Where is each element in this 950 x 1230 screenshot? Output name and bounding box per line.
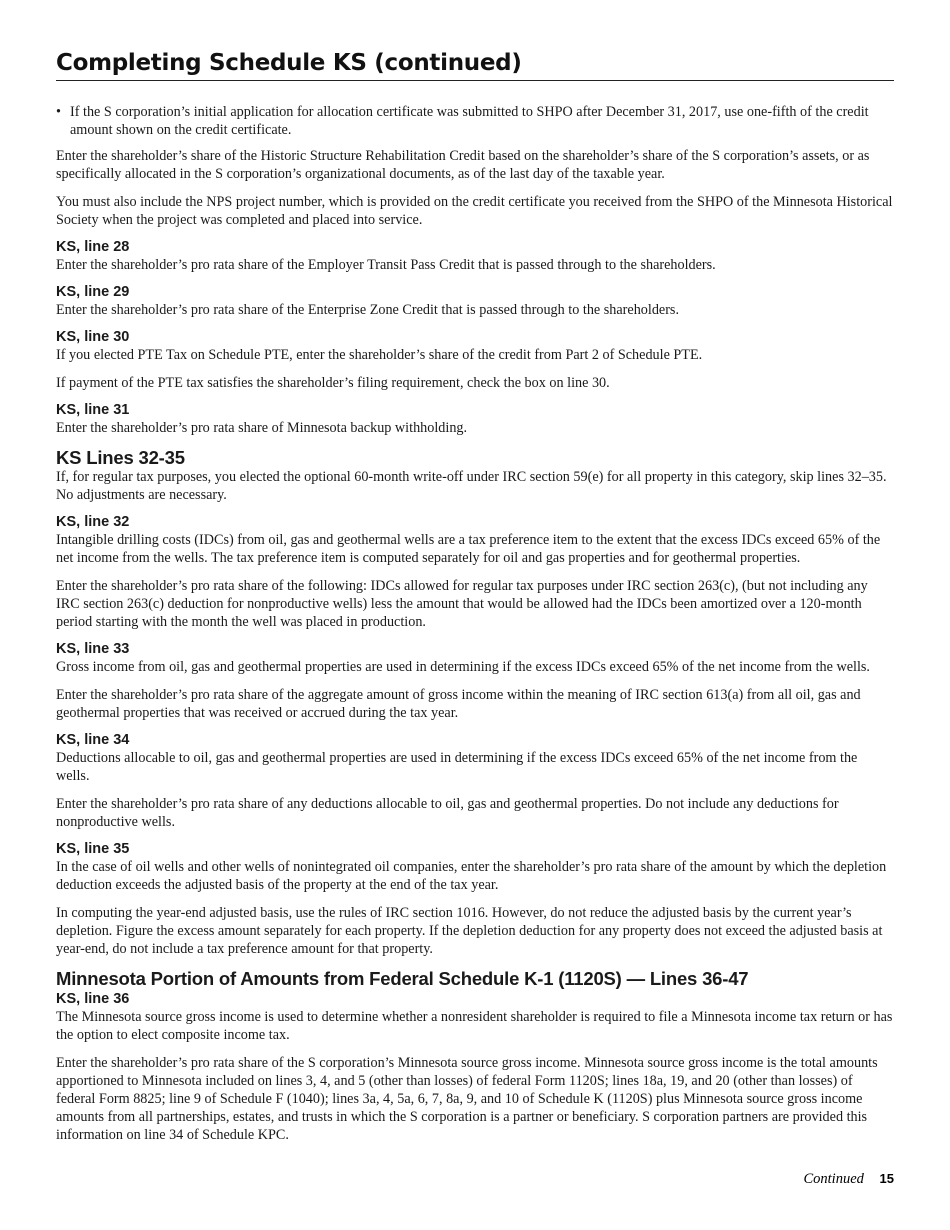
intro-paragraph: You must also include the NPS project number, which is provided on the credit certificate you received from the SHPO of the Minnesota Historical Society when the project was completed and placed into service. (56, 194, 893, 228)
line-heading: KS, line 32 (56, 514, 130, 530)
line-paragraph: The Minnesota source gross income is used to determine whether a nonresident shareholder is required to file a Minnesota income tax return or has the option to elect composite income tax. (56, 1009, 893, 1043)
line-heading: KS, line 31 (56, 402, 130, 418)
page-footer (803, 1171, 894, 1188)
line-paragraph: Deductions allocable to oil, gas and geothermal properties are used in determining if the excess IDCs exceed 65% of the net income from the wells. (56, 750, 858, 784)
bullet-item (56, 103, 894, 139)
line-paragraph: Enter the shareholder’s pro rata share of any deductions allocable to oil, gas and geothermal properties. Do not include any deductions for nonproductive wells. (56, 796, 839, 830)
page-title: Completing Schedule KS (continued) (56, 50, 894, 81)
intro-paragraph: Enter the shareholder’s share of the Historic Structure Rehabilitation Credit based on the shareholder’s share of the S corporation’s assets, or as specifically allocated in the S corporation’s organizational documents, as of the last day of the taxable year. (56, 148, 870, 182)
line-paragraph: Intangible drilling costs (IDCs) from oil, gas and geothermal wells are a tax preference item to the extent that the excess IDCs exceed 65% of the net income from the wells. The tax preference item is computed separately for oil and gas properties and for geothermal properties. (56, 532, 881, 566)
line-heading: KS, line 29 (56, 284, 130, 300)
line-paragraph: Enter the shareholder’s pro rata share of the following: IDCs allowed for regular tax purposes under IRC section 263(c), (but not including any IRC section 263(c) deduction for nonproductive wells) less the amount that would be allowed had the IDCs been amortized over a 120-month period starting with the month the well was placed in production. (56, 578, 868, 630)
document-page (56, 50, 894, 1154)
section-heading: KS Lines 32-35 (56, 447, 185, 468)
line-heading: KS, line 36 (56, 991, 130, 1007)
bullet-text: If the S corporation’s initial application for allocation certificate was submitted to SHPO after December 31, 2017, use one-fifth of the credit amount shown on the credit certificate. (70, 104, 869, 138)
line-paragraph: If payment of the PTE tax satisfies the shareholder’s filing requirement, check the box on line 30. (56, 375, 610, 391)
line-heading: KS, line 30 (56, 329, 130, 345)
section-intro: If, for regular tax purposes, you elected the optional 60-month write-off under IRC section 59(e) for all property in this category, skip lines 32–35. No adjustments are necessary. (56, 469, 887, 503)
bullet-marker: • (56, 104, 61, 120)
line-heading: KS, line 28 (56, 239, 130, 255)
section-heading: Minnesota Portion of Amounts from Federal Schedule K-1 (1120S) — Lines 36-47 (56, 968, 749, 989)
line-heading: KS, line 33 (56, 641, 130, 657)
line-paragraph: In the case of oil wells and other wells of nonintegrated oil companies, enter the shareholder’s pro rata share of the amount by which the depletion deduction exceeds the adjusted basis of the property at the end of the tax year. (56, 859, 887, 893)
line-paragraph: In computing the year-end adjusted basis, use the rules of IRC section 1016. However, do not reduce the adjusted basis by the current year’s depletion. Figure the excess amount separately for each property. If the depletion deduction for any property does not exceed the adjusted basis at year-end, do not include a tax preference amount for that property. (56, 905, 883, 957)
line-paragraph: Gross income from oil, gas and geothermal properties are used in determining if the excess IDCs exceed 65% of the net income from the wells. (56, 659, 870, 675)
line-paragraph: Enter the shareholder’s pro rata share of the Employer Transit Pass Credit that is passed through to the shareholders. (56, 257, 716, 273)
line-paragraph: Enter the shareholder’s pro rata share of the aggregate amount of gross income within the meaning of IRC section 613(a) from all oil, gas and geothermal properties that was received or accrued during the tax year. (56, 687, 861, 721)
page-number: 15 (879, 1171, 894, 1186)
line-paragraph: Enter the shareholder’s pro rata share of the Enterprise Zone Credit that is passed through to the shareholders. (56, 302, 680, 318)
line-paragraph: Enter the shareholder’s pro rata share of Minnesota backup withholding. (56, 420, 468, 436)
line-heading: KS, line 35 (56, 841, 130, 857)
line-paragraph: Enter the shareholder’s pro rata share of the S corporation’s Minnesota source gross income. Minnesota source gross income is the total amounts apportioned to Minnesota included on lines 3, 4, and 5 (other than losses) of federal Form 1120S; lines 18a, 19, and 20 (other than losses) of federal Form 8825; line 9 of Schedule F (1040); lines 3a, 4, 5a, 6, 7, 8a, 9, and 10 of Schedule K (1120S) plus Minnesota source gross income amounts from all partnerships, estates, and trusts in which the S corporation is a partner or beneficiary. S corporation partners are provided this information on line 34 of Schedule KPC. (56, 1055, 878, 1143)
continued-label: Continued (803, 1171, 864, 1187)
line-heading: KS, line 34 (56, 732, 130, 748)
line-paragraph: If you elected PTE Tax on Schedule PTE, enter the shareholder’s share of the credit from Part 2 of Schedule PTE. (56, 347, 703, 363)
